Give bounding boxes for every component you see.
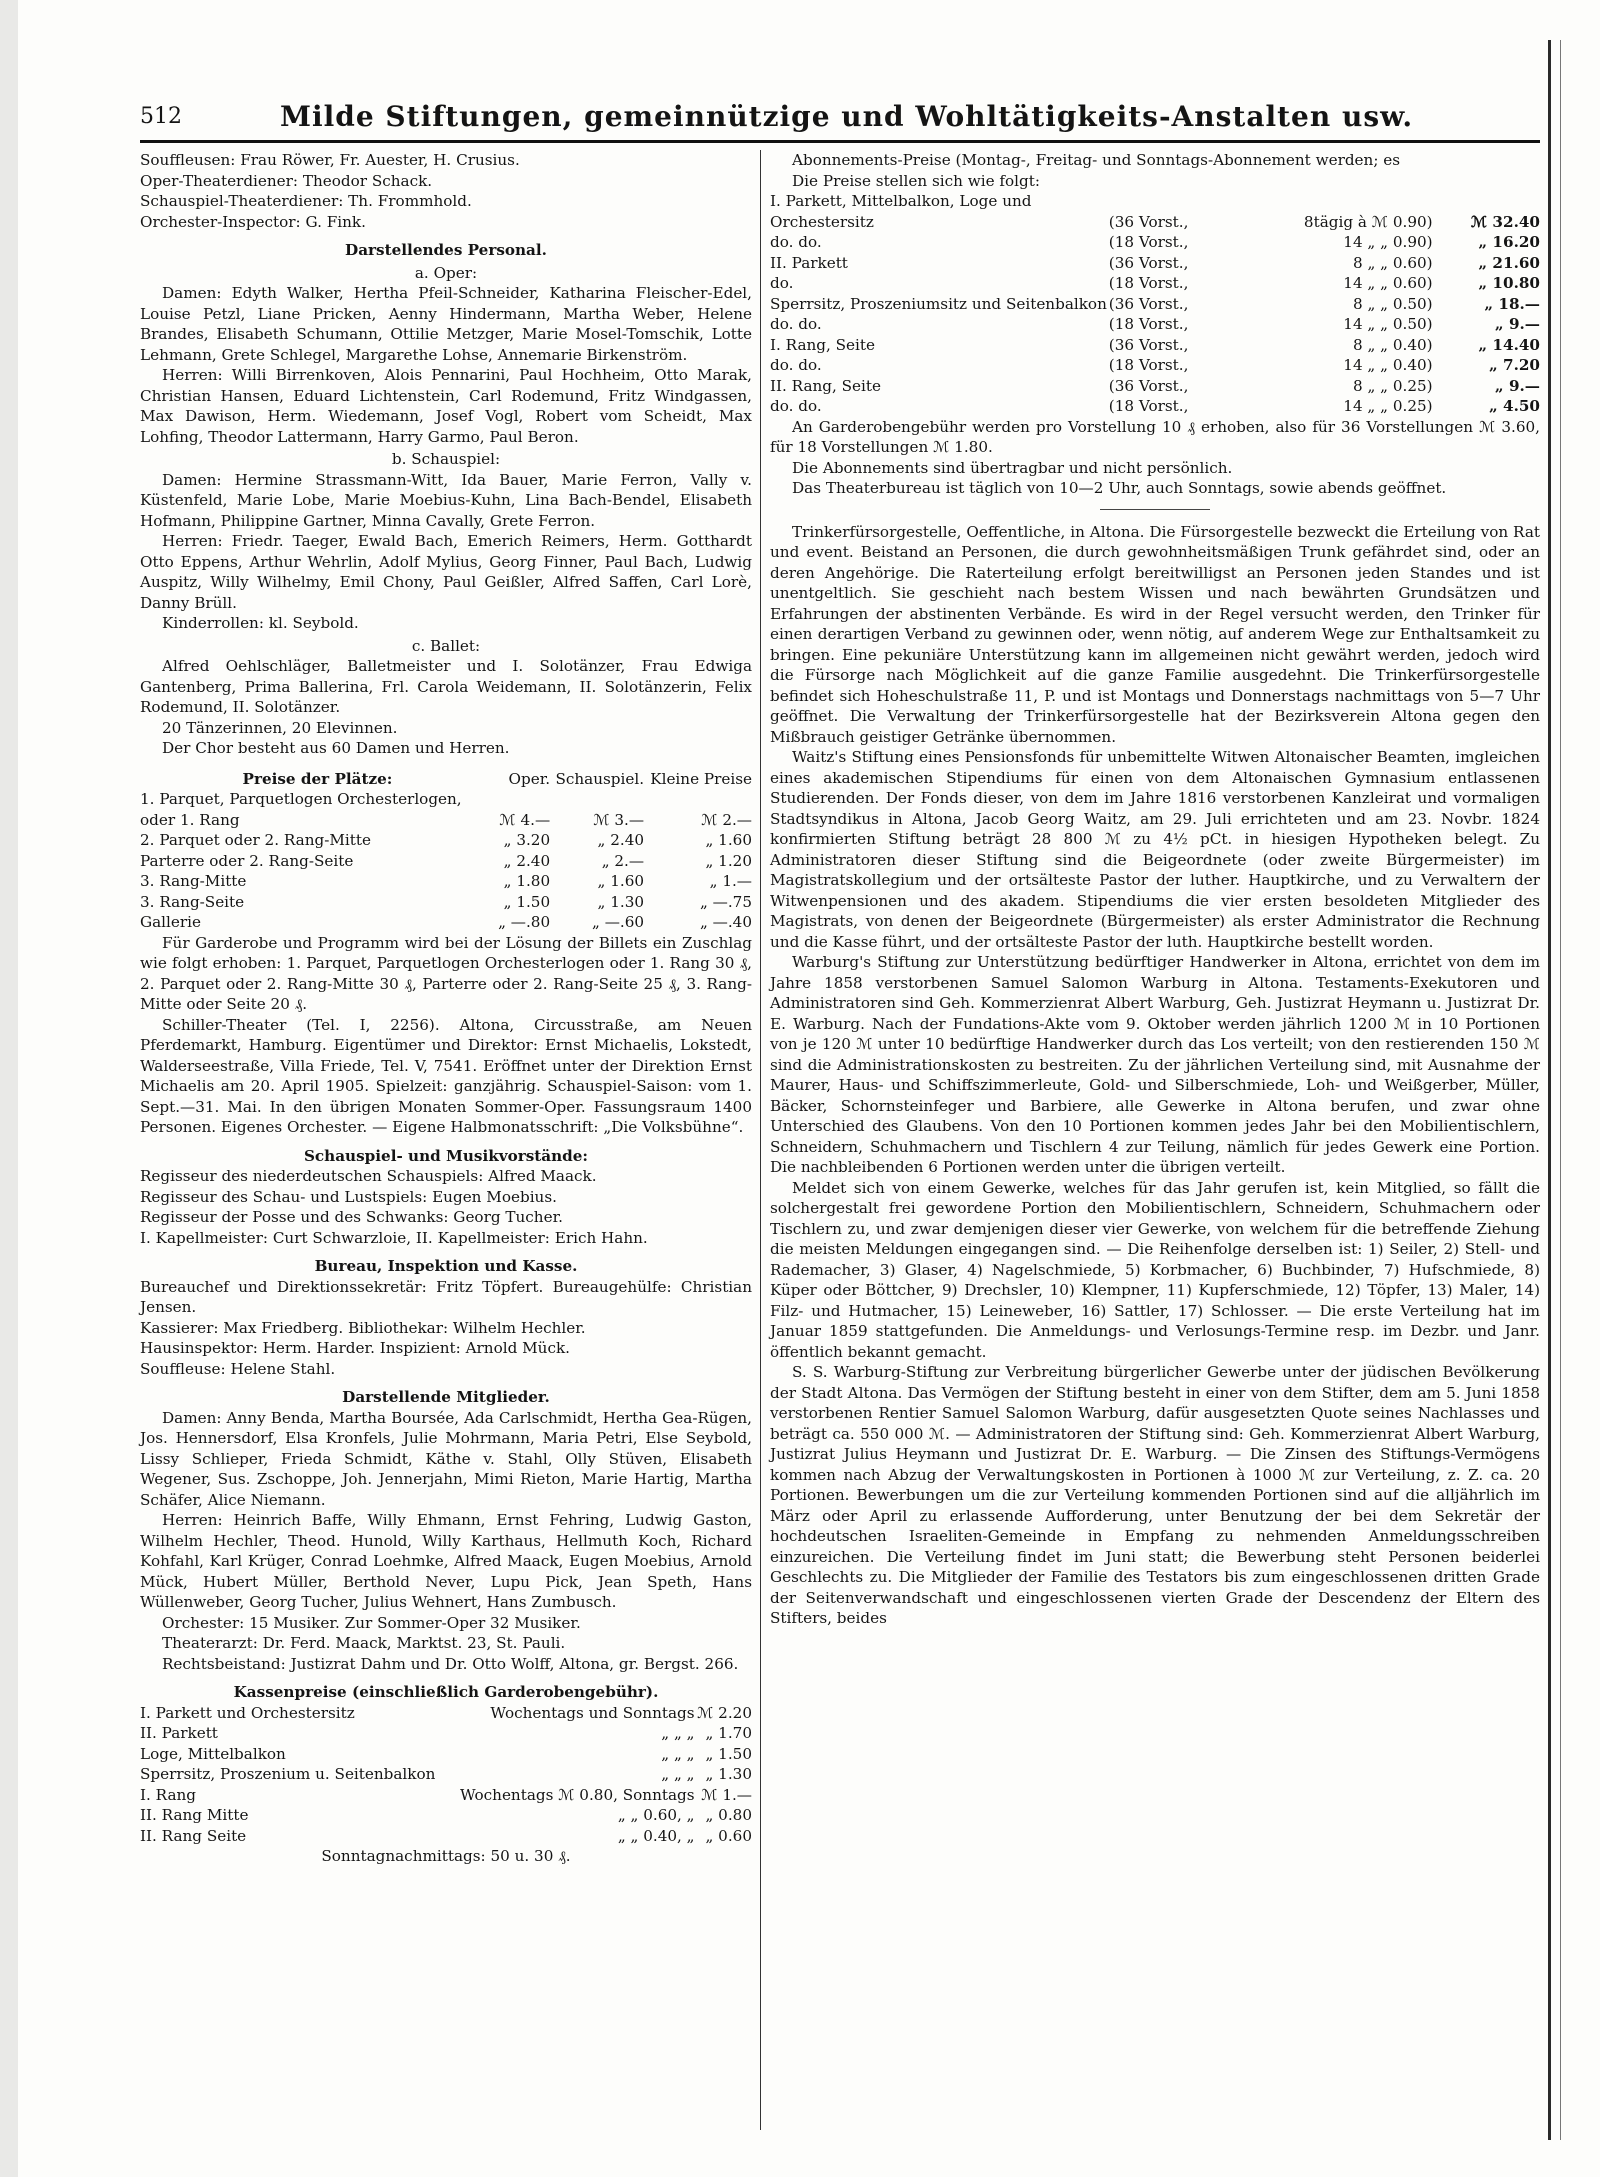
intro-line: Schauspiel-Theaterdiener: Th. Frommhold. xyxy=(140,192,472,210)
table-cell: „ 1.60 xyxy=(705,831,752,849)
table-row xyxy=(770,376,1540,397)
table-cell: II. Rang Mitte xyxy=(140,1806,249,1824)
table-row xyxy=(140,830,752,851)
bureau-line: Bureauchef und Direktionssekretär: Fritz Töpfert. Bureaugehülfe: Christian Jensen. xyxy=(140,1277,752,1316)
table-cell: 8 „ „ 0.50) xyxy=(1352,294,1433,313)
schiller-theater-text: Schiller-Theater (Tel. I, 2256). Altona, Circusstraße, am Neuen Pferdemarkt, Hamburg. Eigentümer und Direktor: Ernst Michaelis, Lokstedt, Walderseestraße, Villa Friede, Tel. V, 7541. Eröffnet unter der Direktion Ernst Michaelis am 20. April 1905. Spielzeit: ganzjährig. Schauspiel-Saison: vom 1. Sept.—31. Mai. In den übrigen Monaten Sommer-Oper. Fassungsraum 1400 Personen. Eigenes Orchester. — Eigene Halbmonatsschrift: „Die Volksbühne“. xyxy=(140,1015,752,1136)
table-cell: „ 1.30 xyxy=(597,892,645,911)
table-cell: „ 1.30 xyxy=(705,1765,752,1783)
table-cell: (18 Vorst., xyxy=(1108,233,1189,251)
subheading-ballet: c. Ballet: xyxy=(411,636,481,655)
table-header: Preise der Plätze: xyxy=(242,769,393,788)
kassenpreise-table xyxy=(140,1703,752,1847)
table-cell: „ —.75 xyxy=(699,892,752,911)
left-column xyxy=(140,150,752,1867)
intro-line: Orchester-Inspector: G. Fink. xyxy=(140,212,366,231)
bureau-line: Hausinspektor: Herm. Harder. Inspizient: Arnold Mück. xyxy=(140,1339,570,1357)
table-row xyxy=(770,314,1540,335)
table-cell: (36 Vorst., xyxy=(1108,253,1189,272)
table-cell: Parterre oder 2. Rang-Seite xyxy=(140,851,354,870)
table-cell: do. do. xyxy=(770,397,822,415)
abo-intro: Abonnements-Preise (Montag-, Freitag- und Sonntags-Abonnement werden; es xyxy=(792,151,1401,169)
table-cell: 14 „ „ 0.25) xyxy=(1343,397,1433,415)
table-row xyxy=(770,335,1540,356)
table-cell: do. do. xyxy=(770,356,822,374)
table-row xyxy=(770,294,1540,315)
table-cell: ℳ 2.20 xyxy=(697,1703,752,1722)
table-cell: „ 9.— xyxy=(1494,376,1540,395)
table-cell: „ 2.40 xyxy=(503,851,551,870)
table-cell: „ „ „ xyxy=(661,1724,695,1742)
table-row xyxy=(770,273,1540,294)
ballet-extra: 20 Tänzerinnen, 20 Elevinnen. xyxy=(162,718,398,737)
table-cell: „ 21.60 xyxy=(1478,253,1540,272)
table-cell: Gallerie xyxy=(140,913,201,931)
table-row xyxy=(140,912,752,933)
table-cell: ℳ 32.40 xyxy=(1470,212,1540,231)
table-row xyxy=(140,871,752,892)
running-title: Milde Stiftungen, gemeinnützige und Wohltätigkeits-Anstalten usw. xyxy=(280,100,1414,133)
table-cell: „ 7.20 xyxy=(1488,356,1540,374)
waitz-stiftung-text: Waitz's Stiftung eines Pensionsfonds für unbemittelte Witwen Altonaischer Beamten, imgleichen eines akademischen Stipendiums für einen von dem Altonaischen Gymnasium entlassenen Studierenden. Der Fonds dieser, von dem im Jahre 1816 verstorbenen Kanzleirat und vormaligen Stadtsyndikus in Altona, Jacob Georg Waitz, am 29. Juli errichteten und am 23. Novbr. 1824 konfirmierten Stiftung beträgt 28 800 ℳ zu 4½ pCt. in hiesigen Hypotheken belegt. Zu Administratoren dieser Stiftung sind die Beigeordnete (oder zweite Bürgermeister) im Magistratskollegium und der ortsälteste Pastor der luther. Hauptkirche, und zu Verwaltern der Witwenpensionen und des akadem. Stipendiums die vier ersten besoldeten Mitglieder des Magistrats, von denen der Beigeordnete (Bürgermeister) als erster Administrator die Rechnung und die Kasse führt, und der ortsälteste Pastor der luth. Hauptkirche bestellt worden. xyxy=(770,748,1540,951)
subheading-schauspiel: b. Schauspiel: xyxy=(391,450,501,468)
table-cell: „ 16.20 xyxy=(1478,233,1540,251)
table-cell: ℳ 3.— xyxy=(593,810,645,829)
table-cell: (36 Vorst., xyxy=(1108,212,1189,231)
abo-note: Das Theaterbureau ist täglich von 10—2 Uhr, auch Sonntags, sowie abends geöffnet. xyxy=(792,479,1447,497)
trinkerfuersorge-text: Trinkerfürsorgestelle, Oeffentliche, in Altona. Die Fürsorgestelle bezweckt die Erteilung von Rat und event. Beistand an Personen, die durch gewohnheitsmäßigen Trunk gefährdet sind, oder an deren Angehörige. Die Raterteilung erfolgt bereitwilligst an Personen jeden Standes und ist unentgeltlich. Sie geschieht nach bestem Wissen und nach bewährten Grundsätzen und Erfahrungen der abstinenten Verbände. Es wird in der Regel versucht werden, den Trinker für einen derartigen Verband zu gewinnen oder, wenn nötig, auf anderem Wege zur Enthaltsamkeit zu bringen. Eine pekuniäre Unterstützung kann im allgemeinen nicht gewährt werden, jedoch wird die Fürsorge nach Möglichkeit auf die ganze Familie ausgedehnt. Die Trinkerfürsorgestelle befindet sich Hoheschulstraße 11, P. und ist Montags und Donnerstags nachmittags von 5—7 Uhr geöffnet. Die Verwaltung der Trinkerfürsorgestelle hat der Bezirksverein Altona gegen den Mißbrauch geistiger Getränke übernommen. xyxy=(770,522,1540,746)
preise-table xyxy=(140,769,752,933)
scan-margin xyxy=(0,0,18,2177)
table-row xyxy=(140,1805,752,1826)
table-cell: I. Parkett und Orchestersitz xyxy=(140,1703,355,1722)
table-header: Oper. xyxy=(508,769,551,788)
table-cell: (36 Vorst., xyxy=(1108,376,1189,395)
orchester-text: Orchester: 15 Musiker. Zur Sommer-Oper 32 Musiker. xyxy=(162,1613,581,1632)
table-cell: „ 1.— xyxy=(709,872,752,890)
table-cell: „ —.60 xyxy=(592,913,645,931)
table-cell: „ 3.20 xyxy=(503,831,551,849)
table-row xyxy=(140,892,752,913)
table-cell: „ 2.— xyxy=(601,851,645,870)
table-row xyxy=(140,1744,752,1765)
section-heading-mitglieder: Darstellende Mitglieder. xyxy=(342,1388,550,1406)
table-cell: II. Parkett xyxy=(140,1724,218,1742)
table-cell: ℳ 4.— xyxy=(499,810,551,829)
table-cell: „ 0.60 xyxy=(705,1826,752,1845)
table-cell: 8 „ „ 0.25) xyxy=(1352,376,1433,395)
page-edge-dark xyxy=(1548,40,1551,2140)
page-header xyxy=(140,100,1540,136)
ballet-text: Alfred Oehlschläger, Balletmeister und I. Solotänzer, Frau Edwiga Gantenberg, Prima Ballerina, Frl. Carola Weidemann, II. Solotänzerin, Felix Rodemund, II. Solotänzer. xyxy=(140,657,752,716)
right-column xyxy=(770,150,1540,1629)
bureau-line: Kassierer: Max Friedberg. Bibliothekar: Wilhelm Hechler. xyxy=(140,1318,586,1337)
section-heading-vorstaende: Schauspiel- und Musikvorstände: xyxy=(303,1146,589,1165)
intro-line: Souffleusen: Frau Röwer, Fr. Auester, H. Crusius. xyxy=(140,151,520,169)
table-cell: I. Rang xyxy=(140,1785,196,1804)
subheading-oper: a. Oper: xyxy=(414,263,478,282)
table-row xyxy=(770,253,1540,274)
table-cell: (18 Vorst., xyxy=(1108,315,1189,333)
table-cell: „ —.80 xyxy=(498,913,551,931)
table-cell: (18 Vorst., xyxy=(1108,356,1189,374)
table-cell: (18 Vorst., xyxy=(1108,274,1189,292)
table-cell: Wochentags und Sonntags xyxy=(490,1703,695,1722)
kinderrollen: Kinderrollen: kl. Seybold. xyxy=(162,614,359,632)
vorstand-line: I. Kapellmeister: Curt Schwarzloie, II. Kapellmeister: Erich Hahn. xyxy=(140,1228,648,1247)
schauspiel-herren: Herren: Friedr. Taeger, Ewald Bach, Emerich Reimers, Herm. Gotthardt Otto Eppens, Arthur Wehrlin, Adolf Mylius, Georg Finner, Paul Bach, Ludwig Auspitz, Willy Wilhelmy, Emil Chony, Paul Geißler, Alfred Saffen, Carl Lorè, Danny Brüll. xyxy=(140,532,752,612)
table-cell: II. Rang, Seite xyxy=(770,376,881,395)
table-row xyxy=(140,1764,752,1785)
table-cell: do. do. xyxy=(770,315,822,333)
table-row xyxy=(770,396,1540,417)
rechtsbeistand-text: Rechtsbeistand: Justizrat Dahm und Dr. Otto Wolff, Altona, gr. Bergst. 266. xyxy=(162,1654,739,1673)
table-cell: 1. Parquet, Parquetlogen Orchesterlogen, oder 1. Rang xyxy=(140,790,462,829)
table-cell: „ 1.80 xyxy=(503,872,551,890)
table-cell: do. do. xyxy=(770,233,822,251)
abo-note: An Garderobengebühr werden pro Vorstellung 10 ₰ erhoben, also für 36 Vorstellungen ℳ 3.60, für 18 Vorstellungen ℳ 1.80. xyxy=(770,417,1540,456)
table-cell: II. Rang Seite xyxy=(140,1826,247,1845)
table-cell: 14 „ „ 0.50) xyxy=(1343,315,1433,333)
vorstand-line: Regisseur des Schau- und Lustspiels: Eugen Moebius. xyxy=(140,1187,557,1206)
oper-damen: Damen: Edyth Walker, Hertha Pfeil-Schneider, Katharina Fleischer-Edel, Louise Petzl, Liane Pricken, Aenny Hindermann, Martha Weber, Helene Brandes, Elisabeth Schumann, Ottilie Metzger, Marie Mosel-Tomschik, Lotte Lehmann, Grete Schlegel, Margarethe Lohse, Annemarie Birkenström. xyxy=(140,284,752,364)
column-separator xyxy=(760,150,761,2130)
section-divider xyxy=(1100,509,1210,510)
vorstand-line: Regisseur der Posse und des Schwanks: Georg Tucher. xyxy=(140,1208,563,1226)
table-cell: (36 Vorst., xyxy=(1108,335,1189,354)
vorstand-line: Regisseur des niederdeutschen Schauspiels: Alfred Maack. xyxy=(140,1167,597,1185)
table-cell: (18 Vorst., xyxy=(1108,397,1189,415)
table-cell: ℳ 2.— xyxy=(701,810,752,829)
table-cell: 8tägig à ℳ 0.90) xyxy=(1303,212,1433,231)
table-cell: „ 0.80 xyxy=(705,1806,752,1824)
table-cell: „ 1.70 xyxy=(705,1724,752,1742)
table-cell: „ 18.— xyxy=(1484,294,1540,313)
table-cell: I. Parkett, Mittelbalkon, Loge und Orchestersitz xyxy=(770,192,1032,231)
intro-line: Oper-Theaterdiener: Theodor Schack. xyxy=(140,171,433,190)
abo-sub: Die Preise stellen sich wie folgt: xyxy=(792,171,1040,190)
table-cell: 14 „ „ 0.90) xyxy=(1343,233,1433,251)
table-row xyxy=(770,232,1540,253)
abonnement-table xyxy=(770,191,1540,417)
schauspiel-damen: Damen: Hermine Strassmann-Witt, Ida Bauer, Marie Ferron, Vally v. Küstenfeld, Marie Lobe, Marie Moebius-Kuhn, Lina Bach-Bendel, Elisabeth Hofmann, Philippine Gartner, Minna Cavally, Grete Ferron. xyxy=(140,470,752,530)
table-row xyxy=(140,1785,752,1806)
table-cell: 14 „ „ 0.40) xyxy=(1343,356,1433,374)
table-cell: 8 „ „ 0.40) xyxy=(1352,335,1433,354)
table-cell: 14 „ „ 0.60) xyxy=(1343,274,1433,292)
section-heading-kassenpreise: Kassenpreise (einschließlich Garderobengebühr). xyxy=(233,1683,659,1701)
section-heading-darstellendes: Darstellendes Personal. xyxy=(345,241,547,259)
sonntag-text: Sonntagnachmittags: 50 u. 30 ₰. xyxy=(321,1847,571,1865)
table-row xyxy=(140,1826,752,1847)
table-row xyxy=(140,1723,752,1744)
bureau-line: Souffleuse: Helene Stahl. xyxy=(140,1359,336,1378)
table-cell: I. Rang, Seite xyxy=(770,335,875,354)
table-cell: „ 1.50 xyxy=(503,892,551,911)
table-cell: Loge, Mittelbalkon xyxy=(140,1744,286,1763)
chor-text: Der Chor besteht aus 60 Damen und Herren. xyxy=(162,739,510,757)
table-row xyxy=(770,355,1540,376)
table-header: Kleine Preise xyxy=(650,769,752,788)
table-cell: do. xyxy=(770,274,794,292)
table-cell: „ 9.— xyxy=(1494,315,1540,333)
page-edge-light xyxy=(1560,40,1561,2140)
table-cell: ℳ 1.— xyxy=(701,1785,752,1804)
page-number: 512 xyxy=(140,104,182,129)
table-cell: „ 1.60 xyxy=(597,872,645,890)
table-row xyxy=(140,851,752,872)
table-cell: (36 Vorst., xyxy=(1108,294,1189,313)
table-cell: „ 1.20 xyxy=(705,851,752,870)
section-heading-bureau: Bureau, Inspektion und Kasse. xyxy=(314,1257,578,1275)
ss-warburg-stiftung-text: S. S. Warburg-Stiftung zur Verbreitung bürgerlicher Gewerbe unter der jüdischen Bevölkerung der Stadt Altona. Das Vermögen der Stiftung besteht in einer von dem Stifter, dem am 5. Juni 1858 verstorbenen Rentier Samuel Salomon Warburg, dafür ausgesetzten Quote seines Nachlasses und beträgt ca. 550 000 ℳ. — Administratoren der Stiftung sind: Geh. Kommerzienrat Albert Warburg, Justizrat Julius Heymann und Justizrat Dr. E. Warburg. — Die Zinsen des Stiftungs-Vermögens kommen nach Abzug der Verwaltungskosten in Portionen à 1000 ℳ zur Verteilung, z. Z. ca. 20 Portionen. Bewerbungen um die zur Verteilung kommenden Portionen sind auf die alljährlich im März oder April zu erlassende Aufforderung, unter Benutzung der bei dem Sekretär der hochdeutschen Israeliten-Gemeinde in Empfang zu nehmenden Anmeldungsschreiben einzureichen. Die Verteilung findet im Juni statt; die Bewerbung steht Personen beiderlei Geschlechts zu. Die Mitglieder der Familie des Testators bis zum eingeschlossenen dritten Grade der Seitenverwandschaft und eingeschlossenen vierten Grade der Descendenz der Eltern des Stifters, beides xyxy=(770,1363,1540,1627)
table-cell: Sperrsitz, Proszenium u. Seitenbalkon xyxy=(140,1765,436,1783)
table-header: Schauspiel. xyxy=(555,769,645,788)
table-header-row xyxy=(140,769,752,790)
abo-note: Die Abonnements sind übertragbar und nicht persönlich. xyxy=(792,458,1233,477)
warburg-stiftung-text-2: Meldet sich von einem Gewerke, welches für das Jahr gerufen ist, kein Mitglied, so fällt die solchergestalt frei gewordene Portion den Mobilientischlern, Schneidern, Schuhmachern oder Tischlern zu, und zwar demjenigen dieser vier Gewerke, von welchem für die betreffende Ziehung die meisten Meldungen eingegangen sind. — Die Reihenfolge derselben ist: 1) Seiler, 2) Stell- und Rademacher, 3) Glaser, 4) Nagelschmiede, 5) Korbmacher, 6) Buchbinder, 7) Hufschmiede, 8) Küper oder Böttcher, 9) Drechsler, 10) Klempner, 11) Kupferschmiede, 12) Töpfer, 13) Maler, 14) Filz- und Hutmacher, 15) Leineweber, 16) Sattler, 17) Schlosser. — Die erste Verteilung hat im Januar 1859 stattgefunden. Die Anmeldungs- und Verlosungs-Termine resp. im Dezbr. und Janr. öffentlich bekannt gemacht. xyxy=(770,1178,1540,1361)
table-cell: 3. Rang-Mitte xyxy=(140,872,247,890)
table-cell: „ „ 0.60, „ xyxy=(617,1806,695,1824)
table-cell: 3. Rang-Seite xyxy=(140,892,245,911)
table-cell: „ 14.40 xyxy=(1478,335,1540,354)
table-cell: „ 2.40 xyxy=(597,831,645,849)
mitglieder-herren: Herren: Heinrich Baffe, Willy Ehmann, Ernst Fehring, Ludwig Gaston, Wilhelm Hechler, Theod. Hunold, Willy Karthaus, Hellmuth Koch, Richard Kohfahl, Karl Krüger, Conrad Loehmke, Alfred Maack, Eugen Moebius, Arnold Mück, Hubert Müller, Berthold Never, Lupu Pick, Jean Speth, Hans Wüllenweber, Georg Tucher, Julius Wehnert, Hans Zumbusch. xyxy=(140,1511,752,1611)
document-page xyxy=(140,90,1540,2150)
table-row xyxy=(140,1703,752,1724)
table-cell: 8 „ „ 0.60) xyxy=(1352,253,1433,272)
table-cell: „ 4.50 xyxy=(1488,397,1540,415)
table-cell: „ 1.50 xyxy=(705,1744,752,1763)
warburg-stiftung-text: Warburg's Stiftung zur Unterstützung bedürftiger Handwerker in Altona, errichtet von dem im Jahre 1858 verstorbenen Samuel Salomon Warburg in Altona. Testaments-Exekutoren und Administratoren sind Geh. Kommerzienrat Albert Warburg, Geh. Justizrat Heymann u. Justizrat Dr. E. Warburg. Nach der Fundations-Akte vom 9. Oktober werden jährlich 1200 ℳ in 10 Portionen von je 120 ℳ unter 10 bedürftige Handwerker durch das Los verteilt; von den restierenden 150 ℳ sind die Administrationskosten zu bestreiten. Zu der jährlichen Verteilung sind, mit Ausnahme der Maurer, Haus- und Schiffszimmerleute, Gold- und Silberschmiede, Loh- und Weißgerber, Müller, Bäcker, Schornsteinfeger und Barbiere, alle Gewerke in Altona berufen, und zwar ohne Unterschied des Glaubens. Von den 10 Portionen kommen jedes Jahr bei den Mobilientischlern, Schneidern, Schuhmachern und Tischlern 4 zur Teilung, nämlich für jedes Gewerk eine Portion. Die nachbleibenden 6 Portionen werden unter die übrigen verteilt. xyxy=(770,953,1540,1176)
table-row xyxy=(140,789,752,830)
mitglieder-damen: Damen: Anny Benda, Martha Boursée, Ada Carlschmidt, Hertha Gea-Rügen, Jos. Hennersdorf, Elsa Kronfels, Julie Mohrmann, Maria Petri, Else Seybold, Lissy Schlieper, Frieda Schmidt, Käthe v. Stahl, Olly Stüven, Elisabeth Wegener, Sus. Zschoppe, Joh. Jennerjahn, Mimi Rieton, Marie Hartig, Martha Schäfer, Alice Niemann. xyxy=(140,1408,752,1509)
table-cell: Wochentags ℳ 0.80, Sonntags xyxy=(459,1785,695,1804)
table-cell: „ „ „ xyxy=(661,1765,695,1783)
table-cell: II. Parkett xyxy=(770,253,848,272)
table-cell: 2. Parquet oder 2. Rang-Mitte xyxy=(140,831,371,849)
header-rule xyxy=(140,140,1540,143)
table-cell: „ „ 0.40, „ xyxy=(617,1826,695,1845)
garderobe-text: Für Garderobe und Programm wird bei der Lösung der Billets ein Zuschlag wie folgt erhoben: 1. Parquet, Parquetlogen Orchesterlogen oder 1. Rang 30 ₰, 2. Parquet oder 2. Rang-Mitte 30 ₰, Parterre oder 2. Rang-Seite 25 ₰, 3. Rang-Mitte oder Seite 20 ₰. xyxy=(140,933,752,1013)
theaterarzt-text: Theaterarzt: Dr. Ferd. Maack, Marktst. 23, St. Pauli. xyxy=(162,1634,566,1652)
table-cell: Sperrsitz, Proszeniumsitz und Seitenbalkon xyxy=(770,294,1107,313)
table-cell: „ „ „ xyxy=(661,1744,695,1763)
table-cell: „ 10.80 xyxy=(1478,274,1540,292)
oper-herren: Herren: Willi Birrenkoven, Alois Pennarini, Paul Hochheim, Otto Marak, Christian Hansen, Eduard Lichtenstein, Carl Rodemund, Fritz Windgassen, Max Dawison, Herm. Wiedemann, Josef Vogl, Robert vom Scheidt, Max Lohfing, Theodor Lattermann, Harry Garmo, Paul Beron. xyxy=(140,366,752,446)
table-cell: „ —.40 xyxy=(699,913,752,931)
table-row xyxy=(770,191,1540,232)
